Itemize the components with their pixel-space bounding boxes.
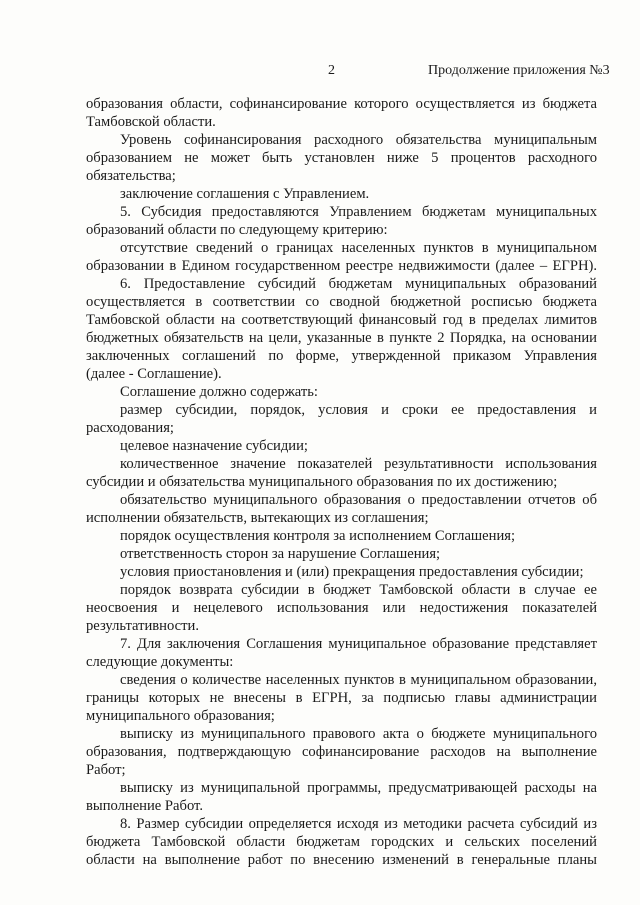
text-line: Соглашение должно содержать: xyxy=(120,384,318,400)
text-line: образовании в Едином государственном реестре недвижимости (далее – ЕГРН). xyxy=(86,258,597,274)
text-line: сведения о количестве населенных пунктов в муниципальном образовании, xyxy=(120,672,597,688)
text-line: бюджета Тамбовской области бюджетам городских и сельских поселений xyxy=(86,834,597,850)
text-line: заключенных соглашений по форме, утвержденной приказом Управления xyxy=(86,348,597,364)
text-line: образований области по следующему критерию: xyxy=(86,222,388,238)
text-line: Уровень софинансирования расходного обязательства муниципальным xyxy=(120,132,597,148)
text-line: бюджетных обязательств на цели, указанные в пункте 2 Порядка, на основании xyxy=(86,330,597,346)
text-line: 6. Предоставление субсидий бюджетам муниципальных образований xyxy=(120,276,597,292)
text-line: порядок возврата субсидии в бюджет Тамбовской области в случае ее xyxy=(120,582,597,598)
text-line: (далее - Соглашение). xyxy=(86,366,222,382)
text-line: осуществляется в соответствии со сводной бюджетной росписью бюджета xyxy=(86,294,597,310)
text-line: следующие документы: xyxy=(86,654,234,670)
text-line: области на выполнение работ по внесению изменений в генеральные планы xyxy=(86,852,597,868)
text-line: целевое назначение субсидии; xyxy=(120,438,308,454)
page-number: 2 xyxy=(328,63,335,78)
text-line: условия приостановления и (или) прекращения предоставления субсидии; xyxy=(120,564,584,580)
text-line: заключение соглашения с Управлением. xyxy=(120,186,370,202)
appendix-continuation-label: Продолжение приложения №3 xyxy=(428,63,610,78)
text-line: 7. Для заключения Соглашения муниципальное образование представляет xyxy=(120,636,597,652)
text-line: Тамбовской области. xyxy=(86,114,216,130)
text-line: расходования; xyxy=(86,420,174,436)
text-line: образования области, софинансирование которого осуществляется из бюджета xyxy=(86,96,597,112)
text-line: результативности. xyxy=(86,618,199,634)
text-line: субсидии и обязательства муниципального образования по их достижению; xyxy=(86,474,558,490)
text-line: образованием не может быть установлен ниже 5 процентов расходного xyxy=(86,150,597,166)
text-line: 8. Размер субсидии определяется исходя из методики расчета субсидий из xyxy=(120,816,597,832)
text-line: границы которых не внесены в ЕГРН, за подписью главы администрации xyxy=(86,690,597,706)
text-line: ответственность сторон за нарушение Соглашения; xyxy=(120,546,441,562)
text-line: порядок осуществления контроля за исполнением Соглашения; xyxy=(120,528,516,544)
text-line: обязательство муниципального образования о предоставлении отчетов об xyxy=(120,492,597,508)
text-line: 5. Субсидия предоставляются Управлением бюджетам муниципальных xyxy=(120,204,597,220)
text-line: неосвоения и нецелевого использования или недостижения показателей xyxy=(86,600,597,616)
text-line: исполнении обязательств, вытекающих из соглашения; xyxy=(86,510,429,526)
text-line: количественное значение показателей результативности использования xyxy=(120,456,597,472)
text-line: обязательства; xyxy=(86,168,176,184)
text-line: Работ; xyxy=(86,762,126,778)
text-line: выполнение Работ. xyxy=(86,798,203,814)
text-line: выписку из муниципальной программы, предусматривающей расходы на xyxy=(120,780,597,796)
text-line: отсутствие сведений о границах населенных пунктов в муниципальном xyxy=(120,240,597,256)
text-line: размер субсидии, порядок, условия и сроки ее предоставления и xyxy=(120,402,597,418)
text-line: выписку из муниципального правового акта о бюджете муниципального xyxy=(120,726,597,742)
text-line: образования, подтверждающую софинансирование расходов на выполнение xyxy=(86,744,597,760)
text-line: муниципального образования; xyxy=(86,708,275,724)
text-line: Тамбовской области на соответствующий финансовый год в пределах лимитов xyxy=(86,312,597,328)
